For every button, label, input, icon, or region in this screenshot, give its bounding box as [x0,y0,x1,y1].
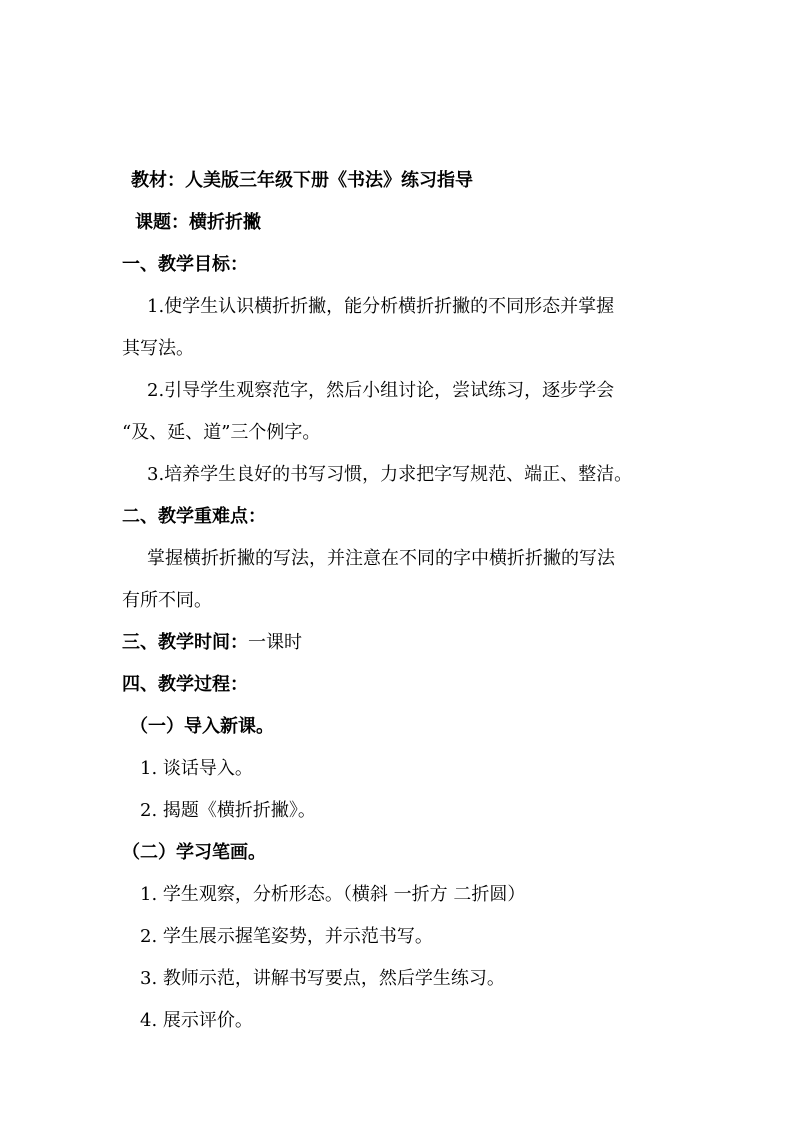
objective-2-line-1: 2.引导学生观察范字，然后小组讨论，尝试练习，逐步学会 [147,380,615,401]
process-part-2-item-4: 4. 展示评价。 [140,1010,253,1031]
objective-2-line-2: “及、延、道”三个例字。 [122,422,321,443]
process-part-2-heading: （二）学习笔画。 [122,842,266,863]
key-points-line-1: 掌握横折折撇的写法，并注意在不同的字中横折折撇的写法 [147,548,615,569]
teaching-time-value: 一课时 [248,632,302,653]
topic-line: 课题：横折折撇 [135,212,261,233]
process-part-2-item-2: 2. 学生展示握笔姿势，并示范书写。 [140,926,433,947]
process-part-2-item-3: 3. 教师示范，讲解书写要点，然后学生练习。 [140,968,505,989]
key-points-line-2: 有所不同。 [122,590,212,611]
process-part-1-item-1: 1. 谈话导入。 [140,758,253,779]
objective-1-line-2: 其写法。 [122,338,194,359]
objectives-heading: 一、教学目标： [122,254,248,275]
teaching-time-heading: 三、教学时间： [122,632,248,653]
key-points-heading: 二、教学重难点： [122,506,266,527]
process-part-1-item-2: 2. 揭题《横折折撇》。 [140,800,316,821]
objective-3-line-1: 3.培养学生良好的书写习惯，力求把字写规范、端正、整洁。 [147,464,633,485]
objective-1-line-1: 1.使学生认识横折折撇，能分析横折折撇的不同形态并掌握 [147,296,615,317]
material-line: 教材：人美版三年级下册《书法》练习指导 [131,170,473,191]
process-part-2-item-1: 1. 学生观察，分析形态。（横斜 一折方 二折圆） [140,884,526,905]
teaching-time-line [122,631,302,655]
process-part-1-heading: （一）导入新课。 [130,716,274,737]
process-heading: 四、教学过程： [122,674,248,695]
